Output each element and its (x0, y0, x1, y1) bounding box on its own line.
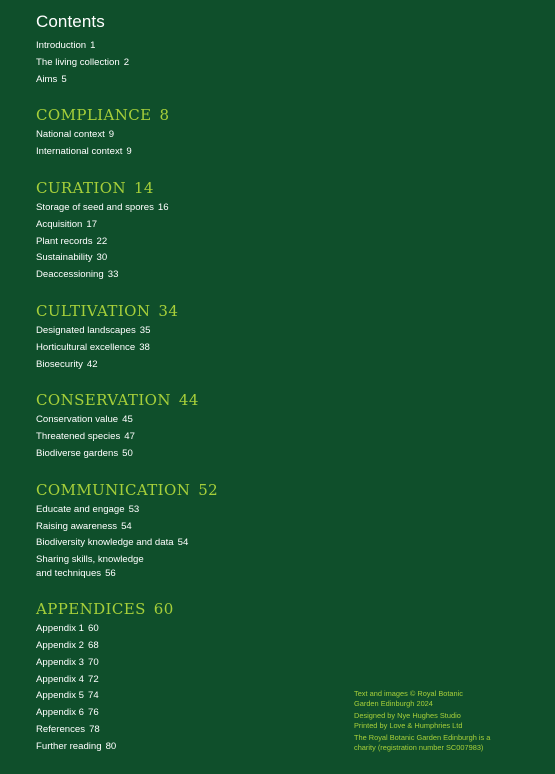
entry-page: 30 (96, 252, 108, 264)
entry-label: Plant records (36, 235, 93, 247)
entry-label: Acquisition (36, 218, 83, 230)
toc-entry-sustainability[interactable] (36, 250, 336, 267)
charity-line: The Royal Botanic Garden Edinburgh is a (354, 733, 491, 743)
section-heading-page: 44 (178, 391, 199, 410)
entry-page: 42 (86, 358, 98, 370)
entry-page: 22 (96, 235, 108, 247)
section-heading-label: COMMUNICATION (36, 480, 191, 499)
entry-label: Appendix 3 (36, 656, 85, 668)
section-heading-communication[interactable] (36, 480, 336, 500)
copyright-notice (354, 689, 534, 708)
table-of-contents (36, 11, 336, 756)
toc-entry-appendix-3[interactable] (36, 655, 336, 672)
entry-page: 54 (177, 537, 189, 549)
entry-label: Further reading (36, 740, 102, 752)
entry-page: 54 (121, 520, 132, 532)
section-communication (36, 480, 336, 582)
section-heading-page: 60 (153, 600, 174, 619)
entry-page: 56 (105, 568, 116, 580)
section-heading-label: CONSERVATION (36, 391, 171, 410)
entry-page: 5 (61, 73, 67, 85)
entry-label-line2: and techniques (36, 568, 102, 580)
toc-entry-appendix-6[interactable] (36, 705, 336, 722)
entry-page: 50 (122, 447, 133, 459)
section-heading-cultivation[interactable] (36, 301, 336, 321)
charity-line: charity (registration number SC007983) (354, 742, 484, 752)
toc-entry-designated-landscapes[interactable] (36, 323, 336, 340)
entry-page: 35 (139, 324, 151, 336)
entry-label: International context (36, 146, 123, 158)
entry-label: Appendix 4 (36, 673, 85, 685)
section-heading-label: CULTIVATION (36, 301, 151, 320)
toc-entry-further-reading[interactable] (36, 739, 336, 756)
section-heading-page: 52 (198, 480, 219, 499)
entry-page: 60 (88, 623, 99, 635)
toc-entry-raising-awareness[interactable] (36, 519, 336, 536)
toc-entry-acquisition[interactable] (36, 217, 336, 234)
toc-entry-appendix-2[interactable] (36, 638, 336, 655)
entry-page: 45 (122, 414, 133, 426)
section-heading-curation[interactable] (36, 178, 336, 198)
entry-page: 17 (86, 218, 98, 230)
contents-title: Contents (36, 12, 105, 31)
credits-block (354, 689, 534, 756)
entry-label: Appendix 6 (36, 707, 85, 719)
toc-entry-horticultural-excellence[interactable] (36, 340, 336, 357)
entry-page: 9 (126, 146, 132, 158)
entry-page: 33 (107, 269, 119, 281)
toc-entry-deaccessioning[interactable] (36, 267, 336, 284)
copyright-line: Text and images © Royal Botanic (354, 689, 463, 698)
entry-label: Sustainability (36, 252, 93, 264)
section-heading-label: APPENDICES (36, 600, 146, 619)
section-heading-label: COMPLIANCE (36, 106, 152, 125)
copyright-line: Garden Edinburgh 2024 (354, 698, 433, 708)
entry-label: Educate and engage (36, 503, 125, 515)
entry-page: 68 (88, 639, 99, 651)
entry-page: 1 (90, 40, 96, 51)
entry-label: Biosecurity (36, 358, 83, 370)
toc-entry-appendix-1[interactable] (36, 621, 336, 638)
entry-page: 78 (89, 723, 100, 735)
designer-credit: Designed by Nye Hughes Studio (354, 711, 461, 721)
entry-page: 53 (128, 503, 140, 515)
entry-page: 16 (157, 201, 169, 213)
section-heading-compliance[interactable] (36, 105, 336, 125)
toc-entry-aims[interactable] (36, 72, 336, 89)
entry-label: The living collection (36, 56, 120, 68)
section-heading-conservation[interactable] (36, 390, 336, 410)
design-print-credits (354, 711, 534, 730)
section-conservation (36, 390, 336, 462)
entry-label: Horticultural excellence (36, 341, 136, 353)
toc-entry-appendix-5[interactable] (36, 688, 336, 705)
section-heading-page: 34 (158, 301, 179, 320)
entry-label: Raising awareness (36, 520, 118, 532)
entry-label: Aims (36, 73, 58, 85)
section-heading-page: 8 (159, 106, 170, 125)
toc-entry-sharing-skills[interactable] (36, 552, 336, 582)
section-appendices (36, 599, 336, 755)
entry-page: 80 (105, 740, 117, 752)
toc-entry-introduction[interactable] (36, 38, 336, 55)
toc-entry-conservation-value[interactable] (36, 412, 336, 429)
entry-label: Appendix 1 (36, 623, 85, 635)
toc-entry-plant-records[interactable] (36, 234, 336, 251)
section-curation (36, 178, 336, 284)
toc-entry-references[interactable] (36, 722, 336, 739)
entry-label: Appendix 2 (36, 639, 85, 651)
entry-page: 72 (88, 673, 99, 685)
entry-label: Biodiversity knowledge and data (36, 537, 174, 549)
entry-label: Deaccessioning (36, 269, 104, 281)
toc-entry-national-context[interactable] (36, 127, 336, 144)
entry-label: Conservation value (36, 414, 119, 426)
intro-section (36, 38, 336, 88)
entry-label: Storage of seed and spores (36, 201, 154, 213)
entry-label: Biodiverse gardens (36, 447, 119, 459)
entry-label: References (36, 723, 86, 735)
entry-page: 70 (88, 656, 99, 668)
section-heading-label: CURATION (36, 178, 126, 197)
entry-page: 76 (88, 707, 99, 719)
section-heading-appendices[interactable] (36, 599, 336, 619)
entry-label: Designated landscapes (36, 324, 136, 336)
entry-page: 2 (123, 56, 130, 68)
toc-entry-educate-engage[interactable] (36, 502, 336, 519)
printer-credit: Printed by Love & Humphries Ltd (354, 720, 463, 730)
entry-page: 38 (139, 341, 150, 353)
toc-entry-living-collection[interactable] (36, 55, 336, 72)
entry-label: Appendix 5 (36, 690, 85, 702)
entry-label: Introduction (36, 40, 87, 51)
entry-page: 74 (88, 690, 99, 702)
section-heading-page: 14 (133, 178, 154, 197)
charity-notice (354, 733, 534, 752)
entry-label: Threatened species (36, 431, 121, 443)
entry-page: 9 (108, 129, 115, 141)
section-compliance (36, 105, 336, 161)
toc-entry-biosecurity[interactable] (36, 357, 336, 374)
section-cultivation (36, 301, 336, 373)
toc-entry-international-context[interactable] (36, 144, 336, 161)
toc-entry-appendix-4[interactable] (36, 672, 336, 689)
toc-entry-storage-seed-spores[interactable] (36, 200, 336, 217)
entry-page: 47 (124, 431, 135, 443)
toc-entry-biodiversity-knowledge-data[interactable] (36, 535, 336, 552)
toc-entry-biodiverse-gardens[interactable] (36, 446, 336, 463)
toc-entry-threatened-species[interactable] (36, 429, 336, 446)
entry-label: National context (36, 129, 105, 141)
entry-label-line1: Sharing skills, knowledge (36, 554, 144, 566)
